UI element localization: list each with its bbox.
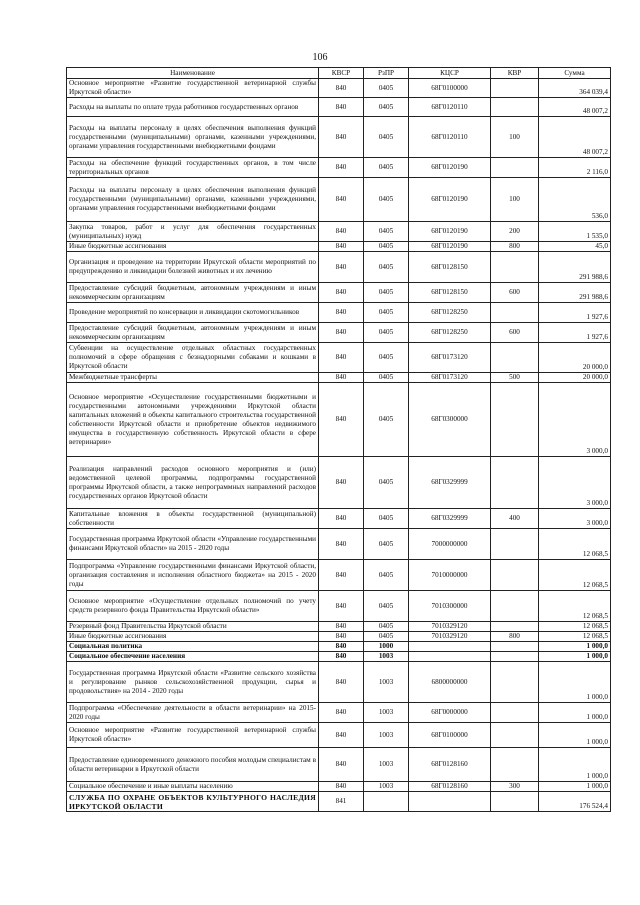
cell-kvsr: 840 [319,509,364,529]
cell-kcsr [409,792,491,812]
cell-name: Организация и проведение на территории Иркутской области мероприятий по предупреждению и ликвидации болезней животных и их лечению [67,252,319,283]
cell-kcsr: 68Г0173120 [409,343,491,373]
cell-kcsr [409,642,491,652]
cell-name: Проведение мероприятий по консервации и ликвидации скотомогильников [67,303,319,323]
cell-name: Расходы на выплаты по оплате труда работников государственных органов [67,98,319,117]
table-row [67,303,611,323]
table-row [67,343,611,373]
cell-kvr: 300 [491,782,539,792]
cell-kvsr: 840 [319,158,364,178]
table-row [67,117,611,158]
cell-kvsr: 840 [319,723,364,748]
cell-kvr [491,748,539,782]
cell-sum: 1 000,0 [539,662,611,703]
cell-kcsr: 68Г0128160 [409,782,491,792]
cell-kvr: 200 [491,222,539,242]
table-row [67,622,611,632]
table-row [67,383,611,457]
cell-kcsr: 68Г0329999 [409,509,491,529]
table-row [67,748,611,782]
cell-sum: 1 000,0 [539,782,611,792]
cell-kcsr [409,652,491,662]
cell-kvsr: 840 [319,252,364,283]
cell-kcsr: 68Г0128250 [409,323,491,343]
table-header-row [67,68,611,79]
cell-kvsr: 840 [319,560,364,591]
cell-kvr [491,303,539,323]
cell-sum: 1 000,0 [539,642,611,652]
table-row [67,79,611,98]
cell-kcsr: 68Г0173120 [409,373,491,383]
cell-rzpr: 0405 [364,98,409,117]
cell-kcsr: 68Г0000000 [409,703,491,723]
cell-kcsr: 68Г0100000 [409,79,491,98]
cell-name: Резервный фонд Правительства Иркутской области [67,622,319,632]
cell-kvsr: 840 [319,652,364,662]
cell-rzpr: 0405 [364,529,409,560]
cell-kcsr: 68Г0120190 [409,178,491,222]
cell-sum: 364 039,4 [539,79,611,98]
cell-kcsr: 68Г0128150 [409,283,491,303]
table-row [67,373,611,383]
cell-name: Предоставление субсидий бюджетным, автономным учреждениям и иным некоммерческим организациям [67,283,319,303]
cell-sum: 12 068,5 [539,591,611,622]
table-row [67,652,611,662]
cell-kcsr: 7010300000 [409,591,491,622]
cell-kcsr: 68Г0128160 [409,748,491,782]
cell-kcsr: 68Г0100000 [409,723,491,748]
cell-kvsr: 840 [319,457,364,509]
cell-sum: 20 000,0 [539,373,611,383]
cell-kvr [491,383,539,457]
cell-rzpr: 0405 [364,632,409,642]
cell-kvsr: 840 [319,662,364,703]
cell-kcsr: 7000000000 [409,529,491,560]
cell-name: Субвенции на осуществление отдельных областных государственных полномочий в сфере обращения с безнадзорными собаками и кошками в Иркутской области [67,343,319,373]
cell-kcsr: 68Г0329999 [409,457,491,509]
table-row [67,642,611,652]
cell-sum: 2 116,0 [539,158,611,178]
table-row [67,591,611,622]
cell-rzpr: 0405 [364,622,409,632]
cell-kcsr: 68Г0120190 [409,158,491,178]
cell-kvsr: 840 [319,178,364,222]
cell-kvr [491,457,539,509]
cell-kcsr: 6800000000 [409,662,491,703]
cell-kcsr: 68Г0120190 [409,222,491,242]
cell-kvr: 800 [491,632,539,642]
cell-kvsr: 840 [319,632,364,642]
cell-name: Расходы на выплаты персоналу в целях обеспечения выполнения функций государственными (муниципальными) органами, казенными учреждениями, органами управления государственными внебюджетными фондами [67,178,319,222]
cell-kvr [491,723,539,748]
table-row [67,662,611,703]
cell-rzpr: 1003 [364,723,409,748]
cell-kvsr: 840 [319,383,364,457]
header-kvsr: КВСР [319,68,364,79]
table-body [67,79,611,812]
cell-kcsr: 7010329120 [409,622,491,632]
cell-kvsr: 840 [319,222,364,242]
cell-kvr: 600 [491,323,539,343]
table-row [67,560,611,591]
table-row [67,178,611,222]
cell-sum: 20 000,0 [539,343,611,373]
cell-kvr [491,662,539,703]
cell-kcsr: 7010000000 [409,560,491,591]
cell-kvsr: 840 [319,642,364,652]
cell-kvr: 800 [491,242,539,252]
table-row [67,252,611,283]
cell-kcsr: 68Г0128250 [409,303,491,323]
cell-rzpr: 0405 [364,252,409,283]
cell-rzpr: 0405 [364,373,409,383]
cell-kvr [491,652,539,662]
table-row [67,632,611,642]
cell-name: СЛУЖБА ПО ОХРАНЕ ОБЪЕКТОВ КУЛЬТУРНОГО НАСЛЕДИЯ ИРКУТСКОЙ ОБЛАСТИ [67,792,319,812]
cell-rzpr: 1003 [364,703,409,723]
cell-rzpr: 0405 [364,457,409,509]
cell-rzpr: 0405 [364,303,409,323]
table-row [67,283,611,303]
table-row [67,457,611,509]
cell-name: Социальное обеспечение и иные выплаты населению [67,782,319,792]
table-row [67,158,611,178]
page-number: 106 [312,52,328,63]
cell-sum: 291 988,6 [539,283,611,303]
cell-kcsr: 7010329120 [409,632,491,642]
cell-name: Подпрограмма «Управление государственными финансами Иркутской области, организация составления и исполнения областного бюджета» на 2015 - 2020 годы [67,560,319,591]
cell-kvsr: 840 [319,703,364,723]
cell-name: Основное мероприятие «Осуществление государственными бюджетными и государственными автономными учреждениями Иркутской области капитальных вложений в объекты капитального строительства государственной собственности Иркутской области и приобретение объектов недвижимого имущества в государственную собственность Иркутской области в сфере ветеринарии» [67,383,319,457]
cell-sum: 12 068,5 [539,529,611,560]
cell-name: Закупка товаров, работ и услуг для обеспечения государственных (муниципальных) нужд [67,222,319,242]
table-row [67,529,611,560]
cell-name: Государственная программа Иркутской области «Развитие сельского хозяйства и регулирование рынков сельскохозяйственной продукции, сырья и продовольствия» на 2014 - 2020 годы [67,662,319,703]
table-row [67,509,611,529]
cell-rzpr: 0405 [364,560,409,591]
cell-kvsr: 840 [319,242,364,252]
cell-kvsr: 840 [319,748,364,782]
cell-sum: 12 068,5 [539,560,611,591]
cell-kvr [491,98,539,117]
cell-rzpr: 0405 [364,383,409,457]
cell-kvsr: 840 [319,373,364,383]
cell-kcsr: 68Г0120190 [409,242,491,252]
cell-name: Предоставление единовременного денежного пособия молодым специалистам в области ветеринарии в Иркутской области [67,748,319,782]
cell-kvsr: 840 [319,782,364,792]
cell-sum: 3 000,0 [539,509,611,529]
cell-kvsr: 840 [319,98,364,117]
cell-rzpr: 1003 [364,652,409,662]
cell-kvr: 100 [491,117,539,158]
header-kvr: КВР [491,68,539,79]
cell-name: Государственная программа Иркутской области «Управление государственными финансами Иркутской области» на 2015 - 2020 годы [67,529,319,560]
cell-kvr: 100 [491,178,539,222]
cell-name: Социальное обеспечение населения [67,652,319,662]
cell-kvr: 500 [491,373,539,383]
cell-rzpr: 0405 [364,591,409,622]
budget-table [66,67,611,812]
cell-name: Основное мероприятие «Развитие государственной ветеринарной службы Иркутской области» [67,79,319,98]
table-row [67,323,611,343]
cell-rzpr: 0405 [364,283,409,303]
cell-kvsr: 840 [319,79,364,98]
table-row [67,703,611,723]
cell-sum: 291 988,6 [539,252,611,283]
cell-kcsr: 68Г0128150 [409,252,491,283]
cell-rzpr: 0405 [364,117,409,158]
table-row [67,222,611,242]
cell-sum: 176 524,4 [539,792,611,812]
cell-sum: 1 927,6 [539,303,611,323]
cell-rzpr: 0405 [364,178,409,222]
cell-kvsr: 840 [319,117,364,158]
cell-sum: 1 000,0 [539,652,611,662]
table-row [67,242,611,252]
cell-sum: 12 068,5 [539,632,611,642]
cell-kvsr: 840 [319,591,364,622]
cell-sum: 45,0 [539,242,611,252]
cell-name: Иные бюджетные ассигнования [67,632,319,642]
cell-kcsr: 68Г0300000 [409,383,491,457]
cell-name: Основное мероприятие «Развитие государственной ветеринарной службы Иркутской области» [67,723,319,748]
header-rzpr: РзПР [364,68,409,79]
cell-sum: 1 000,0 [539,748,611,782]
cell-kvsr: 840 [319,343,364,373]
cell-kvr [491,158,539,178]
cell-kvr [491,703,539,723]
cell-rzpr: 1000 [364,642,409,652]
cell-kvr [491,642,539,652]
cell-rzpr: 0405 [364,343,409,373]
cell-rzpr: 1003 [364,782,409,792]
cell-sum: 48 007,2 [539,117,611,158]
cell-name: Социальная политика [67,642,319,652]
cell-kvr: 600 [491,283,539,303]
table-row [67,98,611,117]
header-sum: Сумма [539,68,611,79]
cell-rzpr: 1003 [364,748,409,782]
cell-name: Иные бюджетные ассигнования [67,242,319,252]
cell-sum: 1 000,0 [539,703,611,723]
table-row [67,723,611,748]
cell-kvsr: 840 [319,323,364,343]
cell-kvr [491,622,539,632]
cell-name: Расходы на обеспечение функций государственных органов, в том числе территориальных органов [67,158,319,178]
cell-kvr: 400 [491,509,539,529]
cell-kvr [491,252,539,283]
cell-kvr [491,79,539,98]
header-kcsr: КЦСР [409,68,491,79]
cell-rzpr: 0405 [364,509,409,529]
cell-kvr [491,591,539,622]
cell-name: Капитальные вложения в объекты государственной (муниципальной) собственности [67,509,319,529]
cell-sum: 3 000,0 [539,457,611,509]
cell-sum: 1 927,6 [539,323,611,343]
cell-sum: 1 000,0 [539,723,611,748]
cell-rzpr: 0405 [364,79,409,98]
table-row [67,782,611,792]
cell-kvsr: 840 [319,303,364,323]
cell-rzpr: 0405 [364,323,409,343]
cell-name: Реализация направлений расходов основного мероприятия и (или) ведомственной целевой программы, подпрограммы государственной программы Иркутской области, а также непрограммных направлений расходов государственных органов Иркутской области [67,457,319,509]
cell-rzpr: 0405 [364,158,409,178]
cell-rzpr [364,792,409,812]
cell-name: Расходы на выплаты персоналу в целях обеспечения выполнения функций государственными (муниципальными) органами, казенными учреждениями, органами управления государственными внебюджетными фондами [67,117,319,158]
cell-kvr [491,343,539,373]
cell-rzpr: 0405 [364,222,409,242]
cell-sum: 1 535,0 [539,222,611,242]
cell-kvsr: 840 [319,529,364,560]
table-row [67,792,611,812]
cell-name: Подпрограмма «Обеспечение деятельности в области ветеринарии» на 2015-2020 годы [67,703,319,723]
cell-sum: 536,0 [539,178,611,222]
cell-kcsr: 68Г0120110 [409,98,491,117]
cell-kvr [491,560,539,591]
cell-name: Основное мероприятие «Осуществление отдельных полномочий по учету средств резервного фонда Правительства Иркутской области» [67,591,319,622]
cell-kvr [491,529,539,560]
cell-kvsr: 840 [319,283,364,303]
cell-kvsr: 841 [319,792,364,812]
header-name: Наименование [67,68,319,79]
cell-name: Предоставление субсидий бюджетным, автономным учреждениям и иным некоммерческим организациям [67,323,319,343]
cell-sum: 12 068,5 [539,622,611,632]
cell-rzpr: 1003 [364,662,409,703]
cell-sum: 48 007,2 [539,98,611,117]
cell-kvr [491,792,539,812]
cell-kcsr: 68Г0120110 [409,117,491,158]
cell-sum: 3 000,0 [539,383,611,457]
cell-name: Межбюджетные трансферты [67,373,319,383]
cell-kvsr: 840 [319,622,364,632]
cell-rzpr: 0405 [364,242,409,252]
